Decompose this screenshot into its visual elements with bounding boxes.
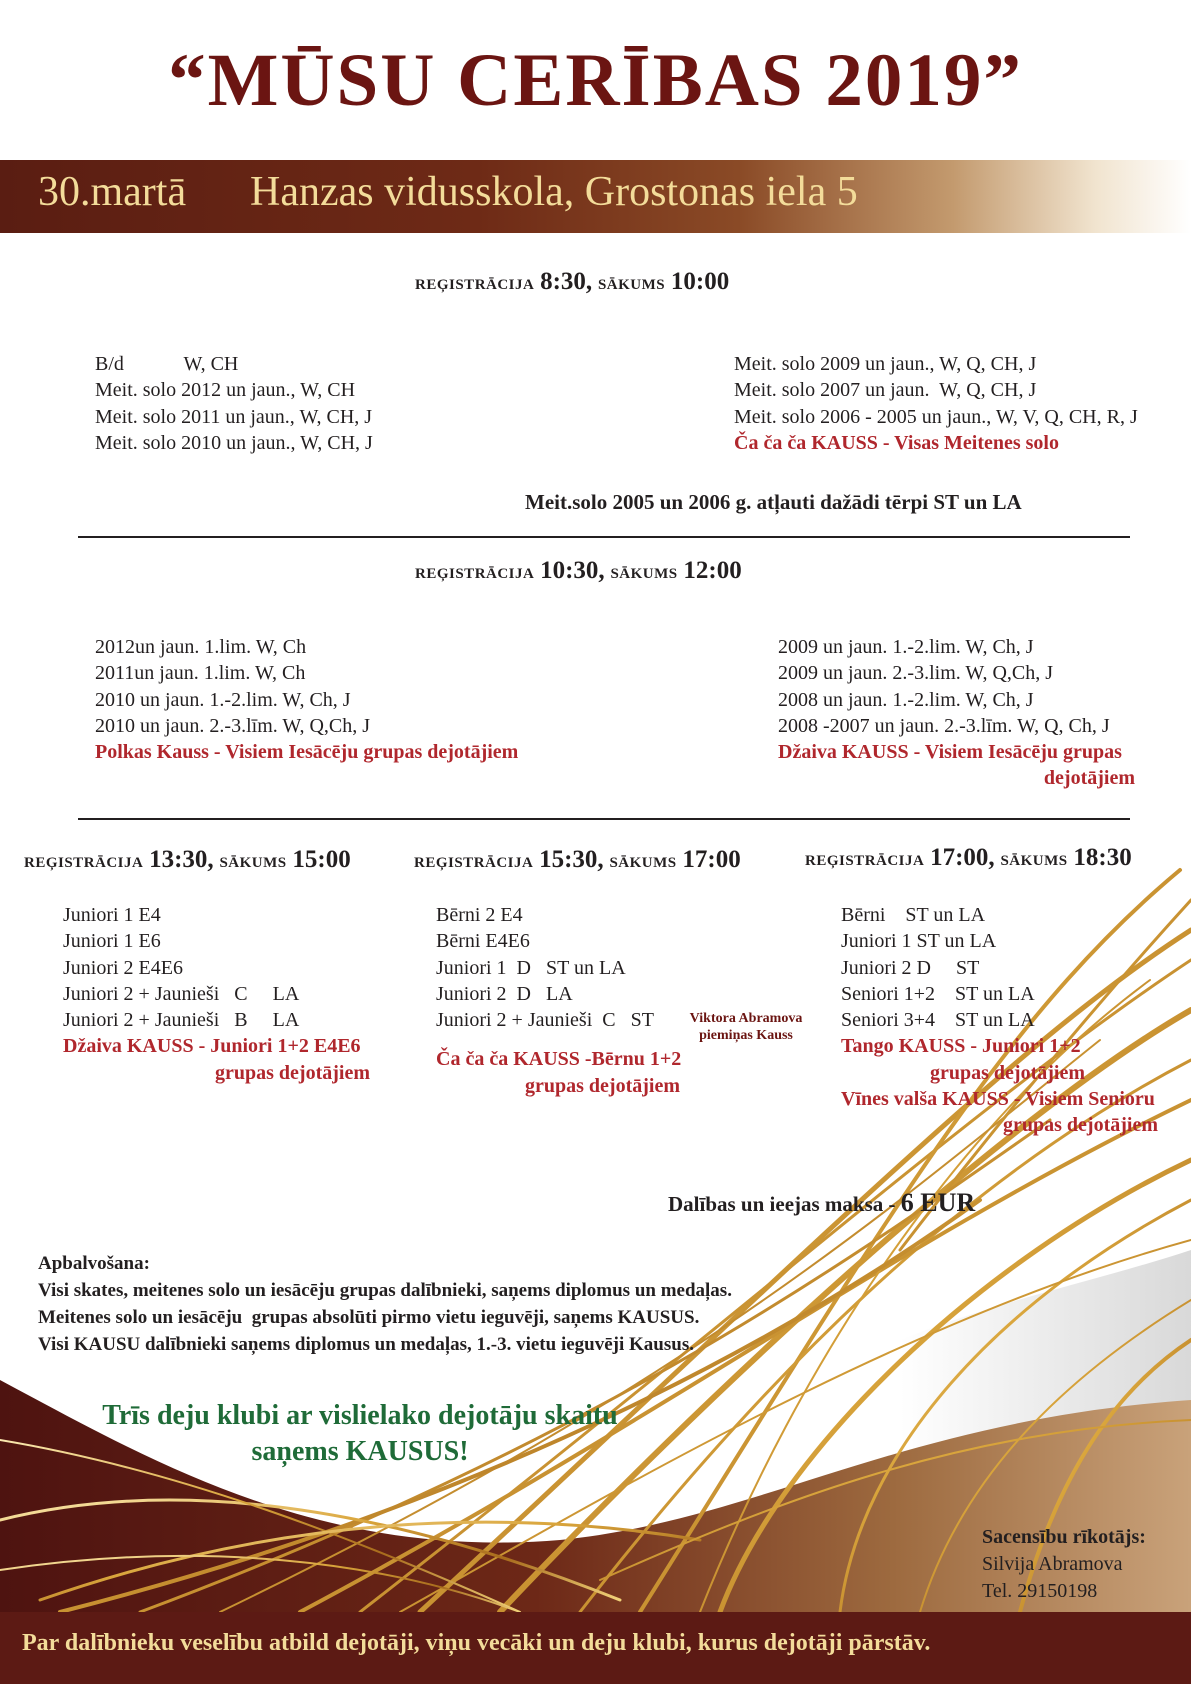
session-5-list xyxy=(841,902,1158,1139)
event-date: 30.martā xyxy=(38,169,187,215)
list-item: Seniori 1+2 ST un LA xyxy=(841,982,1035,1005)
list-item: Meit. solo 2009 un jaun., W, Q, CH, J xyxy=(734,353,1037,375)
organizer-phone: Tel. 29150198 xyxy=(982,1580,1098,1602)
session-1-registration: REĢISTRĀCIJA 8:30, SĀKUMS 10:00 xyxy=(415,268,730,295)
list-item: 2010 un jaun. 2.-3.līm. W, Q,Ch, J xyxy=(95,714,371,737)
event-title: “MŪSU CERĪBAS 2019” xyxy=(168,39,1023,122)
cup-note: Vīnes valša KAUSS - Visiem Senioru xyxy=(841,1088,1155,1111)
session-4-list xyxy=(436,902,681,1099)
list-item: Juniori 2 + Jaunieši B LA xyxy=(63,1009,300,1032)
list-item: 2009 un jaun. 1.-2.lim. W, Ch, J xyxy=(778,636,1034,658)
cup-note-cont: grupas dejotājiem xyxy=(525,1074,680,1097)
cup-note: Ča ča ča KAUSS - Visas Meitenes solo xyxy=(734,431,1059,454)
costume-note: Meit.solo 2005 un 2006 g. atļauti dažādi tērpi ST un LA xyxy=(525,490,1022,514)
divider xyxy=(78,818,1130,820)
list-item: Juniori 1 E6 xyxy=(63,930,161,953)
session-2-left-list xyxy=(95,634,518,765)
list-item: Bērni E4E6 xyxy=(436,930,530,953)
session-3-registration: REĢISTRĀCIJA 13:30, SĀKUMS 15:00 xyxy=(24,846,351,873)
list-item: Juniori 1 E4 xyxy=(63,904,161,926)
memorial-cup-note xyxy=(683,1010,809,1044)
cup-note-cont: grupas dejotājiem xyxy=(1003,1114,1158,1137)
list-item: 2009 un jaun. 2.-3.lim. W, Q,Ch, J xyxy=(778,662,1054,685)
divider xyxy=(78,536,1130,538)
cup-note-cont: grupas dejotājiem xyxy=(930,1061,1085,1084)
list-item: 2008 un jaun. 1.-2.lim. W, Ch, J xyxy=(778,688,1034,711)
cup-note-cont: grupas dejotājiem xyxy=(215,1061,370,1084)
list-item: Juniori 1 D ST un LA xyxy=(436,956,626,979)
memorial-cup-line-1: Viktora Abramova xyxy=(689,1011,803,1026)
list-item: Meit. solo 2006 - 2005 un jaun., W, V, Q, CH, R, J xyxy=(734,405,1138,428)
session-4-registration: REĢISTRĀCIJA 15:30, SĀKUMS 17:00 xyxy=(414,846,741,873)
cup-note: Džaiva KAUSS - Juniori 1+2 E4E6 xyxy=(63,1035,361,1058)
list-item: Meit. solo 2012 un jaun., W, CH xyxy=(95,379,356,402)
list-item: Juniori 2 E4E6 xyxy=(63,956,183,979)
cup-note: Džaiva KAUSS - Visiem Iesācēju grupas xyxy=(778,741,1122,764)
awards-line: Visi KAUSU dalībnieki saņems diplomus un medaļas, 1.-3. vietu ieguvēji Kausus. xyxy=(38,1334,694,1355)
session-1-left-list xyxy=(95,351,373,456)
list-item: Seniori 3+4 ST un LA xyxy=(841,1009,1035,1032)
session-3-list xyxy=(63,902,370,1086)
awards-section xyxy=(38,1250,732,1358)
list-item: 2011un jaun. 1.lim. W, Ch xyxy=(95,662,306,685)
list-item: Juniori 2 + Jaunieši C LA xyxy=(63,982,300,1005)
list-item: Juniori 2 + Jaunieši C ST xyxy=(436,1009,654,1032)
session-5-registration: REĢISTRĀCIJA 17:00, SĀKUMS 18:30 xyxy=(805,844,1132,871)
list-item: Juniori 2 D LA xyxy=(436,982,573,1005)
organizer-label: Sacensību rīkotājs: xyxy=(982,1526,1146,1548)
session-2-right-list xyxy=(778,634,1135,792)
list-item: Meit. solo 2011 un jaun., W, CH, J xyxy=(95,405,373,428)
list-item: Juniori 1 ST un LA xyxy=(841,930,997,953)
clubs-cup-line-2: saņems KAUSUS! xyxy=(251,1436,469,1467)
list-item: Meit. solo 2010 un jaun., W, CH, J xyxy=(95,431,373,454)
list-item: Juniori 2 D ST xyxy=(841,956,980,979)
session-2-registration: REĢISTRĀCIJA 10:30, SĀKUMS 12:00 xyxy=(415,557,742,584)
awards-line: Visi skates, meitenes solo un iesācēju grupas dalībnieki, saņems diplomus un medaļas. xyxy=(38,1280,732,1301)
footer-disclaimer: Par dalībnieku veselību atbild dejotāji, viņu vecāki un deju klubi, kurus dejotāji pārstāv. xyxy=(22,1630,931,1656)
clubs-cup-announcement xyxy=(100,1398,620,1470)
organizer-info xyxy=(982,1524,1146,1605)
event-venue: Hanzas vidusskola, Grostonas iela 5 xyxy=(250,169,858,215)
cup-note-cont: dejotājiem xyxy=(1043,767,1135,790)
list-item: 2012un jaun. 1.lim. W, Ch xyxy=(95,636,307,658)
cup-note: Ča ča ča KAUSS -Bērnu 1+2 xyxy=(436,1048,682,1071)
awards-line: Meitenes solo un iesācēju grupas absolūti pirmo vietu ieguvēji, saņems KAUSUS. xyxy=(38,1307,700,1328)
awards-heading: Apbalvošana: xyxy=(38,1253,150,1274)
cup-note: Tango KAUSS - Juniori 1+2 xyxy=(841,1035,1081,1058)
list-item: Bērni 2 E4 xyxy=(436,904,523,926)
cup-note: Polkas Kauss - Visiem Iesācēju grupas dejotājiem xyxy=(95,741,519,764)
entry-fee: Dalības un ieejas maksa - 6 EUR xyxy=(668,1188,976,1217)
list-item: Bērni ST un LA xyxy=(841,904,986,926)
list-item: B/d W, CH xyxy=(95,353,239,375)
list-item: 2010 un jaun. 1.-2.lim. W, Ch, J xyxy=(95,688,351,711)
session-1-right-list xyxy=(734,351,1138,456)
memorial-cup-line-2: piemiņas Kauss xyxy=(699,1028,793,1043)
list-item: Meit. solo 2007 un jaun. W, Q, CH, J xyxy=(734,379,1037,402)
organizer-name: Silvija Abramova xyxy=(982,1553,1123,1575)
clubs-cup-line-1: Trīs deju klubi ar vislielako dejotāju skaitu xyxy=(102,1400,618,1431)
list-item: 2008 -2007 un jaun. 2.-3.līm. W, Q, Ch, J xyxy=(778,714,1110,737)
